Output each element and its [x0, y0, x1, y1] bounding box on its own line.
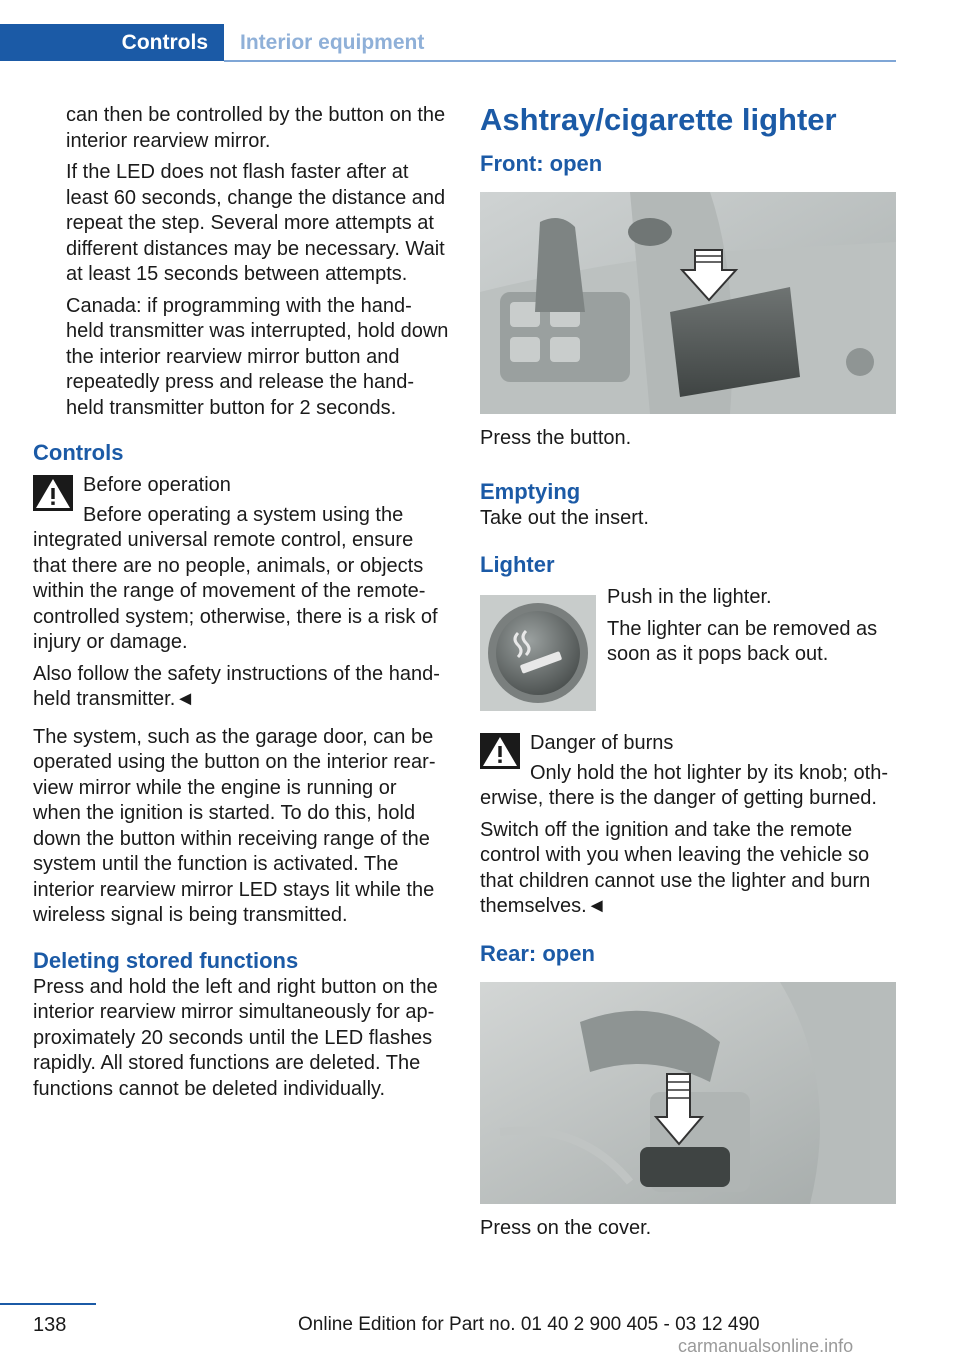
paragraph: The lighter can be removed as soon as it pops back out.	[607, 617, 878, 665]
paragraph: If the LED does not flash faster after at least 60 seconds, change the distance and repeat the step. Several more attempts at different distances may be necessary. Wait at least 15 seconds between attempts.	[66, 161, 446, 285]
lighter-row	[480, 585, 896, 711]
page-header	[0, 0, 960, 62]
left-column	[33, 103, 449, 1108]
right-column	[480, 100, 896, 1247]
tab-controls[interactable]: Controls	[0, 24, 224, 61]
paragraph: Canada: if programming with the hand-held transmitter was interrupted, hold down the interior rearview mirror button and repeatedly press and release the hand-held transmitter button for 2 seconds.	[66, 294, 449, 419]
page-title: Ashtray/cigarette lighter	[480, 102, 837, 137]
header-rule	[224, 60, 896, 62]
paragraph: Take out the insert.	[480, 506, 649, 529]
front-caption: Press the button.	[480, 427, 632, 449]
edition-note: Online Edition for Part no. 01 40 2 900 405 - 03 12 490	[298, 1314, 760, 1335]
warning-title: Before operation	[83, 474, 231, 496]
paragraph: can then be controlled by the button on the interior rearview mirror.	[66, 104, 446, 152]
watermark: carmanualsonline.info	[678, 1336, 854, 1356]
section-heading-emptying: Emptying	[480, 478, 581, 504]
front-ashtray-photo	[480, 192, 896, 414]
warning-block	[480, 731, 896, 812]
tab-interior-equipment[interactable]: Interior equipment	[240, 30, 425, 54]
paragraph: Press and hold the left and right button on the interior rearview mirror simultaneously for approximately 20 seconds until the LED flashes rapidly. All stored functions are deleted. The functions cannot be deleted individually.	[33, 975, 438, 1100]
warning-body: Only hold the hot lighter by its knob; otherwise, there is the danger of getting burned.	[480, 761, 888, 809]
warning-triangle-icon	[33, 475, 73, 511]
paragraph: Switch off the ignition and take the remote control with you when leaving the vehicle so that children cannot use the lighter and burn themselves.◄	[480, 818, 871, 917]
rear-ashtray-photo	[480, 982, 896, 1204]
warning-title: Danger of burns	[530, 732, 674, 754]
paragraph: The system, such as the garage door, can be operated using the button on the interior rearview mirror while the engine is running or when the ignition is started. To do this, hold down the button within receiving range of the system until the function is activated. The interior rearview mirror LED stays lit while the wireless signal is being transmitted.	[33, 725, 436, 926]
cigarette-lighter-icon	[480, 595, 596, 711]
warning-body: Before operating a system using the integrated universal remote control, ensure that there are no people, animals, or objects within the range of movement of the remote-controlled system; otherwise, there is a risk of injury or damage.	[33, 503, 438, 653]
section-heading-rear: Rear: open	[480, 940, 595, 966]
section-heading-lighter: Lighter	[480, 552, 555, 577]
rear-caption: Press on the cover.	[480, 1216, 652, 1239]
footer-rule	[0, 1303, 96, 1305]
section-heading-front: Front: open	[480, 151, 603, 176]
page-number: 138	[33, 1314, 67, 1336]
paragraph: Push in the lighter.	[607, 586, 772, 608]
warning-triangle-icon	[480, 733, 520, 769]
section-heading-deleting: Deleting stored functions	[33, 947, 299, 973]
warning-block	[33, 473, 449, 656]
paragraph: Also follow the safety instructions of the hand-held transmitter.◄	[33, 662, 440, 710]
section-heading-controls: Controls	[33, 440, 124, 465]
